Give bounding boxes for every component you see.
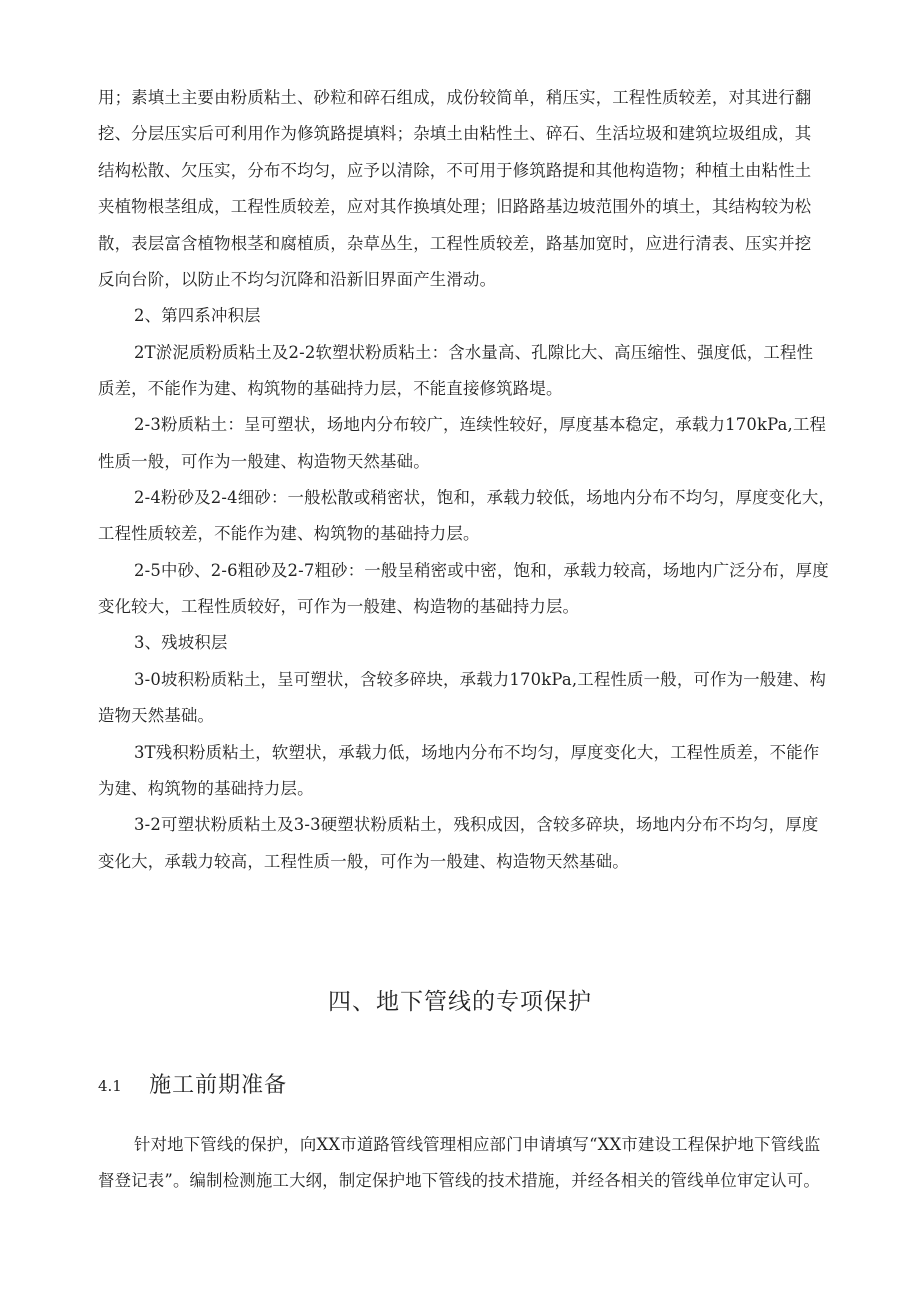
body-text-line: 3-0坡积粉质粘土，呈可塑状，含较多碎块，承载力170kPa,工程性质一般，可作为一般建、构 [134, 670, 827, 689]
body-text-line: 变化较大，工程性质较好，可作为一般建、构造物的基础持力层。 [98, 597, 580, 616]
section-title: 施工前期准备 [149, 1072, 288, 1098]
body-text-line: 夹植物根茎组成，工程性质较差，应对其作换填处理；旧路路基边坡范围外的填土，其结构较为松 [98, 197, 812, 216]
body-text-line: 3T残积粉质粘土，软塑状，承载力低，场地内分布不均匀，厚度变化大，工程性质差，不能作 [134, 743, 820, 762]
body-text-line: 质差，不能作为建、构筑物的基础持力层，不能直接修筑路堤。 [98, 379, 563, 398]
body-text-line: 工程性质较差，不能作为建、构筑物的基础持力层。 [98, 524, 480, 543]
body-text-line: 变化大，承载力较高，工程性质一般，可作为一般建、构造物天然基础。 [98, 852, 629, 871]
body-text-line: 督登记表”。编制检测施工大纲，制定保护地下管线的技术措施，并经各相关的管线单位审定认可。 [98, 1171, 820, 1190]
body-text-line: 3-2可塑状粉质粘土及3-3硬塑状粉质粘土，残积成因，含较多碎块，场地内分布不均匀，厚度 [134, 815, 819, 834]
body-text-line: 散，表层富含植物根茎和腐植质，杂草丛生，工程性质较差，路基加宽时，应进行清表、压实并挖 [98, 234, 812, 253]
chapter-title: 四、地下管线的专项保护 [328, 989, 592, 1015]
body-text-line: 2-5中砂、2-6粗砂及2-7粗砂：一般呈稍密或中密，饱和，承载力较高，场地内广泛分布，厚度 [134, 561, 829, 580]
body-text-line: 2-4粉砂及2-4细砂：一般松散或稍密状，饱和，承载力较低，场地内分布不均匀，厚度变化大， [134, 488, 836, 507]
body-text-line: 为建、构筑物的基础持力层。 [98, 779, 314, 798]
subheading-residual-layer: 3、残坡积层 [134, 633, 228, 652]
body-text-line: 针对地下管线的保护，向XX市道路管线管理相应部门申请填写“XX市建设工程保护地下管线监 [134, 1135, 821, 1154]
body-text-line: 挖、分层压实后可利用作为修筑路提填料；杂填土由粘性土、碎石、生活垃圾和建筑垃圾组成，其 [98, 124, 812, 143]
body-text-line: 性质一般，可作为一般建、构造物天然基础。 [98, 452, 430, 471]
body-text-line: 结构松散、欠压实，分布不均匀，应予以清除，不可用于修筑路提和其他构造物；种植土由粘性土 [98, 161, 812, 180]
section-heading [98, 1065, 287, 1105]
body-text-line: 用；素填土主要由粉质粘土、砂粒和碎石组成，成份较简单，稍压实，工程性质较差，对其进行翻 [98, 88, 812, 107]
body-text-line: 反向台阶，以防止不均匀沉降和沿新旧界面产生滑动。 [98, 270, 497, 289]
body-text-line: 造物天然基础。 [98, 706, 215, 725]
section-number: 4.1 [98, 1076, 122, 1095]
body-text-line: 2T淤泥质粉质粘土及2-2软塑状粉质粘土：含水量高、孔隙比大、高压缩性、强度低，工程性 [134, 343, 814, 362]
subheading-alluvial-layer: 2、第四系冲积层 [134, 306, 261, 325]
body-text-line: 2-3粉质粘土：呈可塑状，场地内分布较广，连续性较好，厚度基本稳定，承载力170kPa,工程 [134, 415, 827, 434]
